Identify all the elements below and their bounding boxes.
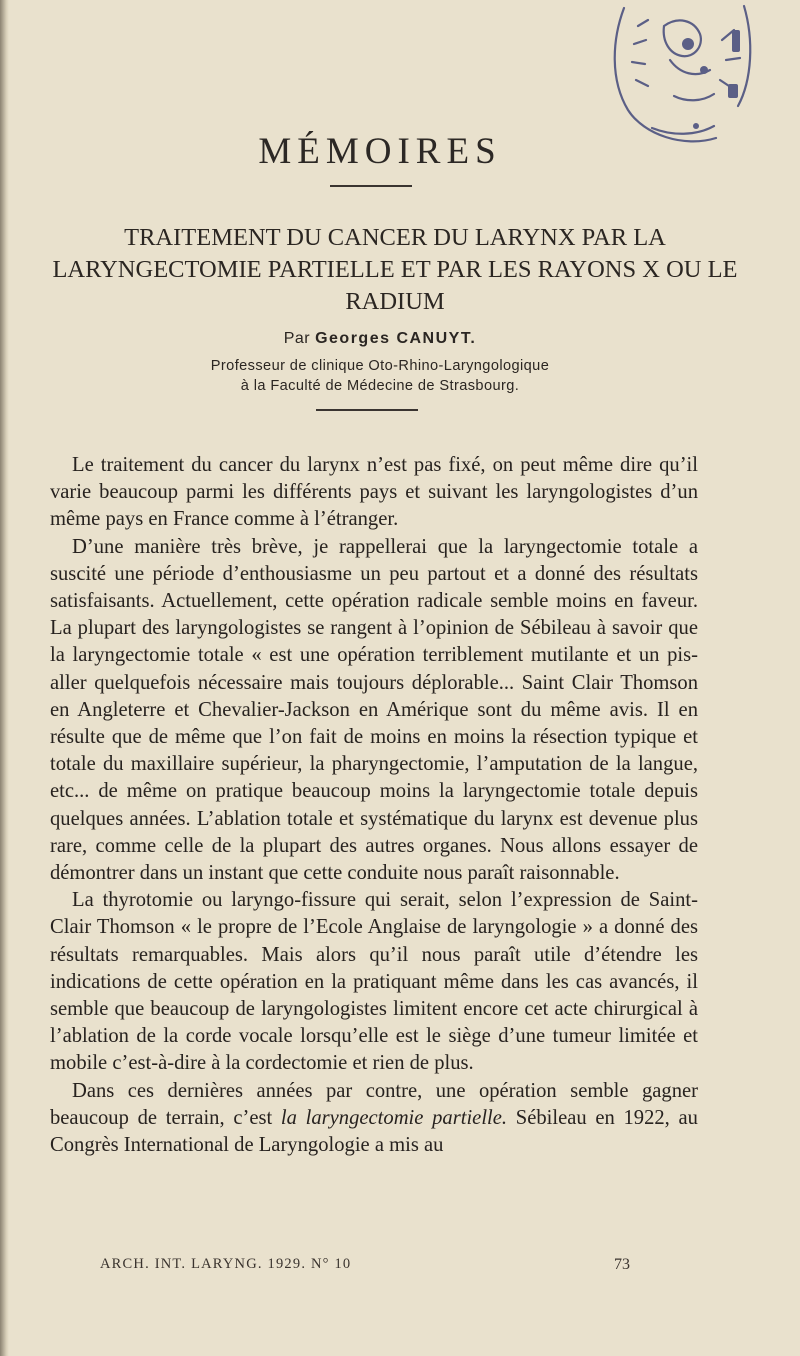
byline-rule [316, 409, 418, 411]
journal-citation: ARCH. INT. LARYNG. 1929. N° 10 [100, 1256, 352, 1272]
paragraph: Le traitement du cancer du larynx n’est pas fixé, on peut même dire qu’il varie beaucoup parmi les différents pays et suivant les laryngologistes d’un même pays en France comme à l’étranger. [50, 454, 698, 531]
paragraph: D’une manière très brève, je rappellerai que la laryngectomie totale a suscité une période d’enthousiasme un peu partout et a donné des résultats satisfaisants. Actuellement, cette opération radicale semble moins en faveur. La plupart des laryngologistes se rangent à l’opinion de Sébileau à savoir que la laryngectomie totale « est une opération terriblement mutilante et un pis-aller quelquefois nécessaire mais toujours déplorable... Saint Clair Thomson en Angleterre et Chevalier-Jackson en Amérique sont du même avis. Il en résulte que de même que l’on fait de moins en moins la résection typique et totale du maxillaire supérieur, la pharyngectomie, l’amputation de la langue, etc... de même on pratique beaucoup moins la laryngectomie totale depuis quelques années. L’ablation totale et systématique du larynx est devenue plus rare, comme celle de la plupart des autres organes. Nous allons essayer de démontrer dans un instant que cette conduite nous paraît raisonnable. [50, 535, 698, 885]
affiliation-line: Professeur de clinique Oto-Rhino-Laryngologique [210, 358, 550, 374]
affiliation-line: à la Faculté de Médecine de Strasbourg. [240, 378, 520, 394]
article-body [50, 452, 698, 1159]
paragraph-text: Sébileau en 1922, au Congrès International de Laryngologie a mis au [50, 1106, 698, 1157]
article-title: TRAITEMENT DU CANCER DU LARYNX PAR LA LARYNGECTOMIE PARTIELLE ET PAR LES RAYONS X OU LE RADIUM [52, 224, 738, 315]
paragraph-text: Dans ces dernières années par contre, une opération semble gagner beaucoup de terrain, c’est [50, 1079, 698, 1129]
page-binding-edge [0, 0, 9, 1356]
author-name: Georges CANUYT. [315, 330, 477, 347]
section-heading: MÉMOIRES [258, 131, 502, 172]
author-affiliation [0, 356, 760, 396]
paragraph [50, 1078, 698, 1160]
heading-rule [330, 185, 412, 187]
italic-term: la laryngectomie partielle. [280, 1106, 508, 1129]
paragraph: La thyrotomie ou laryngo-fissure qui serait, selon l’expression de Saint-Clair Thomson « le propre de l’Ecole Anglaise de laryngologie » a donné des résultats remarquables. Mais alors qu’il nous paraît utile d’étendre les indications de cette opération en la pratiquant même dans les cas avancés, il semble que beaucoup de laryngologistes limitent encore cet acte chirurgical à l’ablation de la corde vocale lorsqu’elle est le siège d’une tumeur limitée et mobile c’est-à-dire à la cordectomie et rien de plus. [50, 889, 698, 1075]
byline [0, 330, 760, 348]
page-number: 73 [614, 1256, 630, 1273]
byline-prefix: Par [283, 330, 311, 347]
